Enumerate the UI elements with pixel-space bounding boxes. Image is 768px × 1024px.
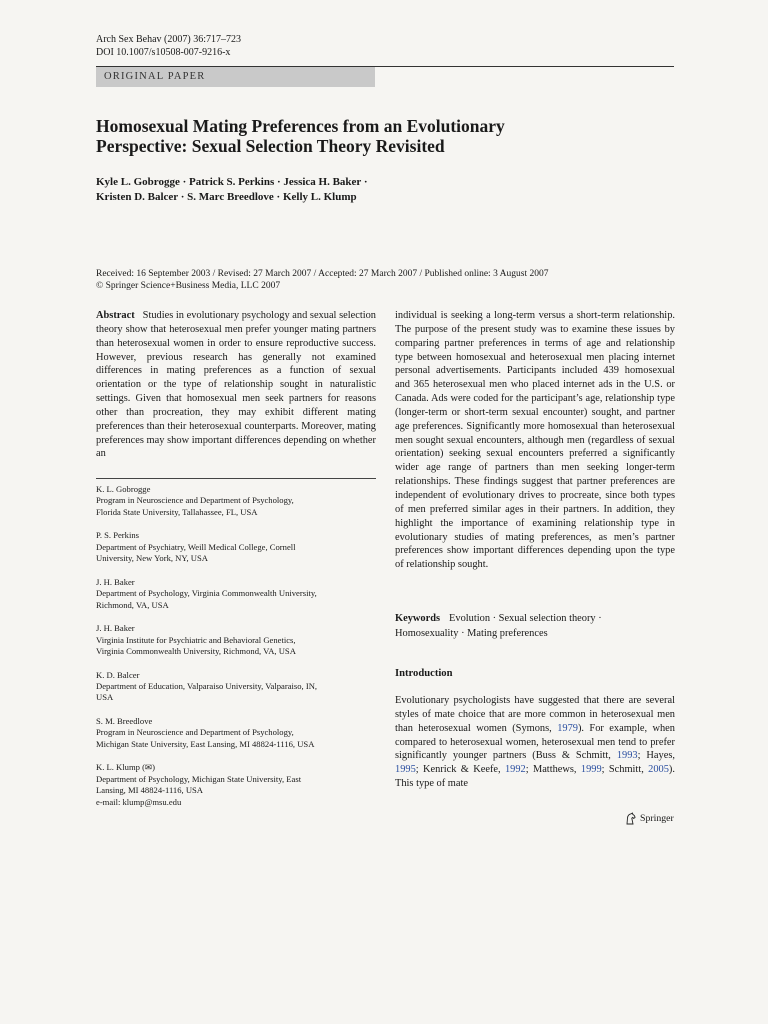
abstract-continued: individual is seeking a long-term versus a short-term relationship. The purpose of the present study was to examine these issues by comparing partner preferences in terms of age and relationship type between homosexual and heterosexual men placing internet personal advertisements. Participants included 439 homosexual and 365 heterosexual men who placed internet ads in the U.S. or Canada. Ads were coded for the participant’s age, relationship type (longer-term or short-term sexual encounter) sought, and partner age preferences. Significantly more homosexual than heterosexual men sought sexual encounters, although men (regardless of sexual orientation) seeking sexual encounters preferred a significantly wider age range of partners than men seeking longer-term relationships. These findings suggest that partner preferences are independent of evolutionary drives to procreate, since both types of men preferred similar ages in their partners. In addition, they highlight the importance of examining relationship type in evolutionary studies of mating preferences, as men’s partner preferences show important differences depending upon the type of relationship sought. xyxy=(395,310,675,571)
affiliation-item xyxy=(96,670,376,704)
affiliations xyxy=(96,484,376,820)
intro-text: ). For example, when compared to heterosexual women, heterosexual men tend to prefer significantly younger partners (Buss & Schmitt, xyxy=(395,722,675,762)
affiliation-item xyxy=(96,762,376,808)
citation-link[interactable]: 1999 xyxy=(580,764,602,776)
affiliation-address: Program in Neuroscience and Department of Psychology, Florida State University, Tallahassee, FL, USA xyxy=(96,495,294,517)
publisher-logo xyxy=(624,812,674,825)
affiliation-name: J. H. Baker xyxy=(96,623,135,634)
affiliation-name: J. H. Baker xyxy=(96,576,135,587)
affiliation-item xyxy=(96,716,376,750)
title-line-2: Perspective: Sexual Selection Theory Revisited xyxy=(96,136,445,156)
affiliation-name: K. L. Gobrogge xyxy=(96,484,151,494)
keywords xyxy=(395,612,675,641)
affiliation-address: Department of Psychiatry, Weill Medical College, Cornell University, New York, NY, USA xyxy=(96,541,296,564)
citation-link[interactable]: 1992 xyxy=(504,764,526,776)
affiliation-name: K. D. Balcer xyxy=(96,669,140,680)
intro-text: ). This type of mate xyxy=(395,764,675,790)
intro-text: ; Hayes, xyxy=(637,750,675,762)
author-list xyxy=(96,175,656,205)
citation-link[interactable]: 1995 xyxy=(395,764,416,776)
authors-line-1: Kyle L. Gobrogge · Patrick S. Perkins · Jessica H. Baker · xyxy=(96,176,368,188)
abstract-label: Abstract xyxy=(96,310,135,321)
corresponding-author-name: K. L. Klump (✉) xyxy=(96,762,155,773)
affiliation-item xyxy=(96,484,376,518)
abstract-text-part1: Studies in evolutionary psychology and sexual selection theory show that heterosexual men prefer younger mating partners than heterosexual women in order to ensure reproductive success. However, previous research has generally not examined differences in mating preferences as a function of sexual orientation or the type of relationship sought in naturalistic settings. Given that homosexual men seek partners for reasons other than procreation, they may exhibit different mating preferences than their heterosexual counterparts. Moreover, mating preferences may show important differences depending on whether an xyxy=(96,310,376,460)
affiliation-address: Program in Neuroscience and Department of Psychology, Michigan State University, East Lansing, MI 48824-1116, USA xyxy=(96,727,315,749)
authors-line-2: Kristen D. Balcer · S. Marc Breedlove · Kelly L. Klump xyxy=(96,191,357,203)
affiliation-address: Virginia Institute for Psychiatric and Behavioral Genetics, Virginia Commonwealth University, Richmond, VA, USA xyxy=(96,634,296,657)
doi: DOI 10.1007/s10508-007-9216-x xyxy=(96,47,231,58)
journal-citation: Arch Sex Behav (2007) 36:717–723 xyxy=(96,34,241,45)
keywords-line-1: Evolution · Sexual selection theory · xyxy=(449,613,602,624)
introduction-heading: Introduction xyxy=(395,668,453,679)
intro-text: ; Schmitt, xyxy=(601,764,649,776)
intro-text: ; Kenrick & Keefe, xyxy=(415,764,505,776)
introduction-text xyxy=(395,694,675,791)
affiliation-item xyxy=(96,577,376,611)
citation-link[interactable]: 1993 xyxy=(616,750,638,762)
affiliation-item xyxy=(96,530,376,564)
abstract xyxy=(96,309,376,461)
springer-horse-icon xyxy=(624,812,637,825)
affiliation-name: S. M. Breedlove xyxy=(96,716,153,727)
affiliation-item xyxy=(96,623,376,657)
affiliation-address: Department of Psychology, Virginia Commonwealth University, Richmond, VA, USA xyxy=(96,588,317,610)
citation-link[interactable]: 2005 xyxy=(648,764,669,776)
corresponding-author-address: Department of Psychology, Michigan State University, East Lansing, MI 48824-1116, USA e-mail: klump@msu.edu xyxy=(96,773,302,807)
keywords-line-2: Homosexuality · Mating preferences xyxy=(395,627,548,639)
article-title xyxy=(96,116,656,156)
publisher-name: Springer xyxy=(640,813,674,824)
journal-header xyxy=(96,33,241,59)
footnote-divider xyxy=(96,478,376,479)
copyright: © Springer Science+Business Media, LLC 2007 xyxy=(96,281,281,291)
publication-history xyxy=(96,268,676,292)
citation-link[interactable]: 1979 xyxy=(557,722,578,734)
intro-text: ; Matthews, xyxy=(525,764,581,776)
title-line-1: Homosexual Mating Preferences from an Evolutionary xyxy=(96,116,505,136)
affiliation-address: Department of Education, Valparaiso University, Valparaiso, IN, USA xyxy=(96,681,318,703)
affiliation-name: P. S. Perkins xyxy=(96,530,139,541)
history-dates: Received: 16 September 2003 / Revised: 27 March 2007 / Accepted: 27 March 2007 / Published online: 3 August 2007 xyxy=(96,269,549,279)
keywords-label: Keywords xyxy=(395,613,441,624)
article-type-banner: ORIGINAL PAPER xyxy=(96,67,375,87)
intro-text: Evolutionary psychologists have suggested that there are several styles of mate choice that are more common in heterosexual men than heterosexual women (Symons, xyxy=(395,695,675,734)
